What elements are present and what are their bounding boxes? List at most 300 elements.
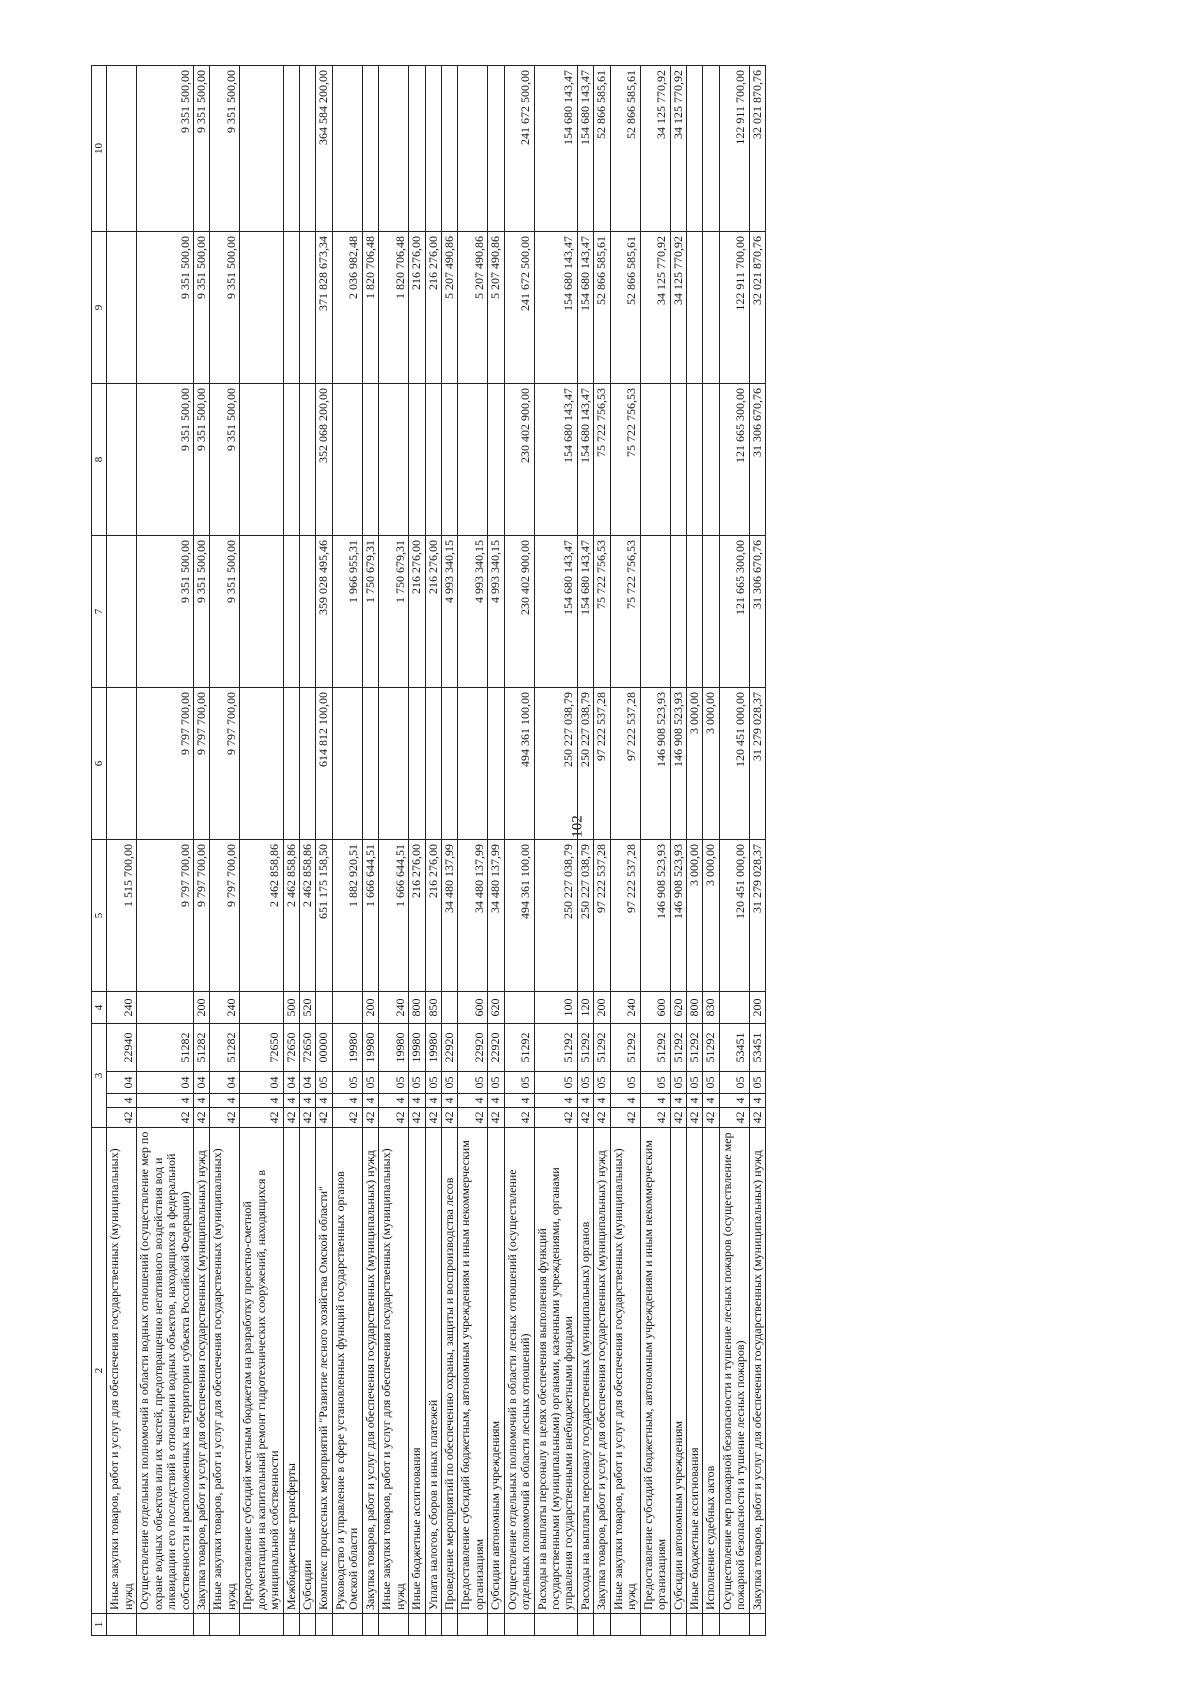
code-part-3: 04 <box>137 1072 194 1094</box>
code-part-1: 42 <box>283 1108 299 1128</box>
row-name: Субсидии автономным учреждениям <box>488 1128 504 1614</box>
code-part-4: 72650 <box>283 1024 299 1072</box>
code-part-2: 4 <box>670 1094 686 1108</box>
amount-col-7: 1 966 955,31 <box>332 536 362 688</box>
amount-col-8: 154 680 143,47 <box>577 384 593 536</box>
expense-type-code: 850 <box>425 992 441 1024</box>
amount-col-8: 9 351 500,00 <box>137 384 194 536</box>
amount-col-5: 2 462 858,86 <box>283 840 299 992</box>
amount-col-7 <box>703 536 719 688</box>
amount-col-10 <box>686 66 702 232</box>
amount-col-8 <box>703 384 719 536</box>
amount-col-6: 3 000,00 <box>703 688 719 840</box>
first-cell <box>703 1614 719 1636</box>
amount-col-6 <box>379 688 409 840</box>
code-part-2: 4 <box>703 1094 719 1108</box>
code-part-4: 51292 <box>670 1024 686 1072</box>
code-part-1: 42 <box>240 1108 283 1128</box>
amount-col-5: 494 361 100,00 <box>504 840 534 992</box>
header-col-9: 9 <box>92 232 107 384</box>
amount-col-10 <box>300 66 316 232</box>
code-part-4: 51292 <box>686 1024 702 1072</box>
code-part-2: 4 <box>210 1094 240 1108</box>
expense-type-code: 620 <box>488 992 504 1024</box>
amount-col-9: 52 866 585,61 <box>610 232 640 384</box>
expense-type-code: 500 <box>283 992 299 1024</box>
first-cell <box>640 1614 670 1636</box>
amount-col-9 <box>107 232 137 384</box>
header-col-7: 7 <box>92 536 107 688</box>
amount-col-7: 216 276,00 <box>425 536 441 688</box>
row-name: Расходы на выплаты персоналу государственных (муниципальных) органов <box>577 1128 593 1614</box>
amount-col-10: 241 672 500,00 <box>504 66 534 232</box>
code-part-3: 05 <box>316 1072 332 1094</box>
amount-col-7 <box>670 536 686 688</box>
code-part-4: 53451 <box>749 1024 765 1072</box>
amount-col-9: 1 820 706,48 <box>362 232 378 384</box>
code-part-4: 72650 <box>240 1024 283 1072</box>
header-col-10: 10 <box>92 66 107 232</box>
code-part-2: 4 <box>362 1094 378 1108</box>
amount-col-8 <box>670 384 686 536</box>
expense-type-code <box>441 992 457 1024</box>
first-cell <box>107 1614 137 1636</box>
code-part-3: 05 <box>332 1072 362 1094</box>
code-part-1: 42 <box>534 1108 577 1128</box>
table-row <box>504 66 534 1636</box>
code-part-4: 51292 <box>594 1024 610 1072</box>
amount-col-7: 4 993 340,15 <box>441 536 457 688</box>
amount-col-8 <box>686 384 702 536</box>
code-part-1: 42 <box>640 1108 670 1128</box>
table-row <box>441 66 457 1636</box>
amount-col-6: 494 361 100,00 <box>504 688 534 840</box>
amount-col-6 <box>425 688 441 840</box>
amount-col-10 <box>362 66 378 232</box>
expense-type-code <box>240 992 283 1024</box>
amount-col-5: 9 797 700,00 <box>210 840 240 992</box>
code-part-2: 4 <box>193 1094 209 1108</box>
code-part-3: 05 <box>425 1072 441 1094</box>
code-part-1: 42 <box>577 1108 593 1128</box>
amount-col-9 <box>686 232 702 384</box>
amount-col-10: 364 584 200,00 <box>316 66 332 232</box>
amount-col-6: 250 227 038,79 <box>534 688 577 840</box>
expense-type-code: 200 <box>594 992 610 1024</box>
table-row <box>332 66 362 1636</box>
expense-type-code <box>504 992 534 1024</box>
budget-table <box>91 65 766 1636</box>
row-name: Межбюджетные трансферты <box>283 1128 299 1614</box>
table-row <box>610 66 640 1636</box>
code-part-2: 4 <box>749 1094 765 1108</box>
code-part-4: 51292 <box>504 1024 534 1072</box>
row-name: Субсидии <box>300 1128 316 1614</box>
header-col-3: 3 <box>92 1024 107 1128</box>
row-name: Осуществление мер пожарной безопасности и тушение лесных пожаров (осуществление мер пожарной безопасности и тушение лесных пожаров) <box>719 1128 749 1614</box>
amount-col-7: 4 993 340,15 <box>458 536 488 688</box>
code-part-2: 4 <box>504 1094 534 1108</box>
code-part-4: 22920 <box>488 1024 504 1072</box>
table-row <box>670 66 686 1636</box>
code-part-3: 04 <box>240 1072 283 1094</box>
amount-col-9: 9 351 500,00 <box>193 232 209 384</box>
amount-col-5: 3 000,00 <box>686 840 702 992</box>
amount-col-6 <box>283 688 299 840</box>
amount-col-5: 1 666 644,51 <box>362 840 378 992</box>
code-part-3: 05 <box>703 1072 719 1094</box>
amount-col-5: 1 515 700,00 <box>107 840 137 992</box>
code-part-2: 4 <box>577 1094 593 1108</box>
expense-type-code <box>719 992 749 1024</box>
row-name: Уплата налогов, сборов и иных платежей <box>425 1128 441 1614</box>
amount-col-7: 359 028 495,46 <box>316 536 332 688</box>
code-part-4: 00000 <box>316 1024 332 1072</box>
code-part-1: 42 <box>107 1108 137 1128</box>
amount-col-10: 34 125 770,92 <box>640 66 670 232</box>
expense-type-code: 240 <box>107 992 137 1024</box>
amount-col-6: 97 222 537,28 <box>594 688 610 840</box>
amount-col-10 <box>458 66 488 232</box>
amount-col-5: 2 462 858,86 <box>240 840 283 992</box>
amount-col-9 <box>283 232 299 384</box>
amount-col-5: 250 227 038,79 <box>577 840 593 992</box>
code-part-2: 4 <box>332 1094 362 1108</box>
code-part-3: 05 <box>362 1072 378 1094</box>
amount-col-7: 75 722 756,53 <box>610 536 640 688</box>
first-cell <box>610 1614 640 1636</box>
amount-col-8 <box>283 384 299 536</box>
amount-col-9 <box>300 232 316 384</box>
table-row <box>193 66 209 1636</box>
row-name: Иные бюджетные ассигнования <box>686 1128 702 1614</box>
table-row <box>577 66 593 1636</box>
code-part-1: 42 <box>610 1108 640 1128</box>
first-cell <box>193 1614 209 1636</box>
row-name: Иные закупки товаров, работ и услуг для обеспечения государственных (муниципальных) нужд <box>379 1128 409 1614</box>
expense-type-code: 240 <box>379 992 409 1024</box>
code-part-3: 05 <box>594 1072 610 1094</box>
amount-col-6 <box>300 688 316 840</box>
table-row <box>640 66 670 1636</box>
expense-type-code: 100 <box>534 992 577 1024</box>
code-part-3: 05 <box>670 1072 686 1094</box>
amount-col-5: 97 222 537,28 <box>610 840 640 992</box>
code-part-2: 4 <box>594 1094 610 1108</box>
first-cell <box>283 1614 299 1636</box>
amount-col-7: 4 993 340,15 <box>488 536 504 688</box>
amount-col-10: 32 021 870,76 <box>749 66 765 232</box>
row-name: Предоставление субсидий местным бюджетам на разработку проектно-сметной документации на капитальный ремонт гидротехнических сооружений, находящихся в муниципальной собственности <box>240 1128 283 1614</box>
code-part-1: 42 <box>686 1108 702 1128</box>
first-cell <box>670 1614 686 1636</box>
amount-col-8 <box>379 384 409 536</box>
code-part-2: 4 <box>300 1094 316 1108</box>
row-name: Иные бюджетные ассигнования <box>409 1128 425 1614</box>
amount-col-5: 34 480 137,99 <box>441 840 457 992</box>
amount-col-6: 31 279 028,37 <box>749 688 765 840</box>
expense-type-code: 620 <box>670 992 686 1024</box>
code-part-2: 4 <box>441 1094 457 1108</box>
expense-type-code: 240 <box>610 992 640 1024</box>
expense-type-code: 520 <box>300 992 316 1024</box>
code-part-4: 19980 <box>409 1024 425 1072</box>
amount-col-6: 146 908 523,93 <box>670 688 686 840</box>
code-part-3: 04 <box>300 1072 316 1094</box>
code-part-2: 4 <box>240 1094 283 1108</box>
amount-col-7: 216 276,00 <box>409 536 425 688</box>
code-part-2: 4 <box>283 1094 299 1108</box>
amount-col-9: 2 036 982,48 <box>332 232 362 384</box>
amount-col-7: 230 402 900,00 <box>504 536 534 688</box>
amount-col-9: 5 207 490,86 <box>441 232 457 384</box>
row-name: Расходы на выплаты персоналу в целях обеспечения выполнения функций государственными (муниципальными) органами, казенными учреждениями, органами управления государственными внебюджетными фондами <box>534 1128 577 1614</box>
amount-col-8: 31 306 670,76 <box>749 384 765 536</box>
code-part-4: 19980 <box>379 1024 409 1072</box>
code-part-2: 4 <box>379 1094 409 1108</box>
first-cell <box>719 1614 749 1636</box>
row-name: Проведение мероприятий по обеспечению охраны, защиты и воспроизводства лесов <box>441 1128 457 1614</box>
header-col-1: 1 <box>92 1614 107 1636</box>
table-row <box>362 66 378 1636</box>
table-row <box>107 66 137 1636</box>
row-name: Закупка товаров, работ и услуг для обеспечения государственных (муниципальных) нужд <box>749 1128 765 1614</box>
row-name: Осуществление отдельных полномочий в области водных отношений (осуществление мер по охране водных объектов или их частей, предотвращению негативного воздействия вод и ликвидации его последствий в отношении водных объектов, находящихся в федеральной собственности и расположенных на территории субъекта Российской Федерации) <box>137 1128 194 1614</box>
row-name: Субсидии автономным учреждениям <box>670 1128 686 1614</box>
code-part-1: 42 <box>379 1108 409 1128</box>
amount-col-9: 241 672 500,00 <box>504 232 534 384</box>
amount-col-10 <box>379 66 409 232</box>
amount-col-8 <box>488 384 504 536</box>
amount-col-6 <box>107 688 137 840</box>
code-part-1: 42 <box>719 1108 749 1128</box>
table-row <box>425 66 441 1636</box>
table-row <box>300 66 316 1636</box>
amount-col-10 <box>441 66 457 232</box>
amount-col-5: 146 908 523,93 <box>640 840 670 992</box>
amount-col-8: 75 722 756,53 <box>610 384 640 536</box>
row-name: Комплекс процессных мероприятий "Развитие лесного хозяйства Омской области" <box>316 1128 332 1614</box>
amount-col-10 <box>409 66 425 232</box>
amount-col-8: 352 068 200,00 <box>316 384 332 536</box>
first-cell <box>379 1614 409 1636</box>
code-part-3: 04 <box>193 1072 209 1094</box>
amount-col-7: 1 750 679,31 <box>362 536 378 688</box>
row-name: Иные закупки товаров, работ и услуг для обеспечения государственных (муниципальных) нужд <box>107 1128 137 1614</box>
amount-col-6: 9 797 700,00 <box>193 688 209 840</box>
amount-col-9: 122 911 700,00 <box>719 232 749 384</box>
row-name: Предоставление субсидий бюджетным, автономным учреждениям и иным некоммерческим организациям <box>640 1128 670 1614</box>
code-part-2: 4 <box>425 1094 441 1108</box>
amount-col-9: 1 820 706,48 <box>379 232 409 384</box>
code-part-4: 22920 <box>441 1024 457 1072</box>
amount-col-10 <box>107 66 137 232</box>
code-part-1: 42 <box>488 1108 504 1128</box>
amount-col-6: 250 227 038,79 <box>577 688 593 840</box>
row-name: Предоставление субсидий бюджетным, автономным учреждениям и иным некоммерческим организациям <box>458 1128 488 1614</box>
amount-col-8 <box>107 384 137 536</box>
amount-col-9 <box>240 232 283 384</box>
amount-col-7: 154 680 143,47 <box>577 536 593 688</box>
first-cell <box>409 1614 425 1636</box>
code-part-4: 51292 <box>703 1024 719 1072</box>
code-part-4: 19980 <box>332 1024 362 1072</box>
code-part-2: 4 <box>316 1094 332 1108</box>
amount-col-6 <box>362 688 378 840</box>
code-part-2: 4 <box>409 1094 425 1108</box>
amount-col-5: 34 480 137,99 <box>458 840 488 992</box>
expense-type-code: 800 <box>686 992 702 1024</box>
budget-table-container <box>91 70 1109 1636</box>
table-row <box>283 66 299 1636</box>
code-part-4: 51292 <box>577 1024 593 1072</box>
amount-col-5: 1 882 920,51 <box>332 840 362 992</box>
amount-col-6 <box>458 688 488 840</box>
amount-col-7: 9 351 500,00 <box>210 536 240 688</box>
amount-col-9: 154 680 143,47 <box>577 232 593 384</box>
row-name: Закупка товаров, работ и услуг для обеспечения государственных (муниципальных) нужд <box>594 1128 610 1614</box>
code-part-1: 42 <box>458 1108 488 1128</box>
code-part-1: 42 <box>594 1108 610 1128</box>
first-cell <box>458 1614 488 1636</box>
code-part-4: 72650 <box>300 1024 316 1072</box>
amount-col-10 <box>488 66 504 232</box>
code-part-2: 4 <box>458 1094 488 1108</box>
header-col-2: 2 <box>92 1128 107 1614</box>
amount-col-8 <box>409 384 425 536</box>
code-part-4: 51282 <box>137 1024 194 1072</box>
amount-col-9: 52 866 585,61 <box>594 232 610 384</box>
table-row <box>240 66 283 1636</box>
amount-col-5: 146 908 523,93 <box>670 840 686 992</box>
amount-col-5: 97 222 537,28 <box>594 840 610 992</box>
amount-col-5: 3 000,00 <box>703 840 719 992</box>
expense-type-code: 200 <box>749 992 765 1024</box>
amount-col-8 <box>640 384 670 536</box>
amount-col-10: 9 351 500,00 <box>137 66 194 232</box>
code-part-2: 4 <box>137 1094 194 1108</box>
amount-col-6: 97 222 537,28 <box>610 688 640 840</box>
row-name: Иные закупки товаров, работ и услуг для обеспечения государственных (муниципальных) нужд <box>610 1128 640 1614</box>
amount-col-8 <box>240 384 283 536</box>
amount-col-6 <box>409 688 425 840</box>
header-col-8: 8 <box>92 384 107 536</box>
amount-col-5: 2 462 858,86 <box>300 840 316 992</box>
code-part-1: 42 <box>316 1108 332 1128</box>
amount-col-5: 216 276,00 <box>425 840 441 992</box>
first-cell <box>362 1614 378 1636</box>
amount-col-5: 9 797 700,00 <box>193 840 209 992</box>
code-part-1: 42 <box>670 1108 686 1128</box>
expense-type-code: 600 <box>458 992 488 1024</box>
amount-col-9: 34 125 770,92 <box>670 232 686 384</box>
amount-col-5: 34 480 137,99 <box>488 840 504 992</box>
code-part-1: 42 <box>504 1108 534 1128</box>
expense-type-code: 200 <box>193 992 209 1024</box>
amount-col-10: 34 125 770,92 <box>670 66 686 232</box>
amount-col-5: 9 797 700,00 <box>137 840 194 992</box>
amount-col-9: 5 207 490,86 <box>488 232 504 384</box>
expense-type-code <box>316 992 332 1024</box>
amount-col-7: 9 351 500,00 <box>137 536 194 688</box>
code-part-3: 05 <box>504 1072 534 1094</box>
amount-col-6: 9 797 700,00 <box>137 688 194 840</box>
first-cell <box>749 1614 765 1636</box>
row-name: Руководство и управление в сфере установленных функций государственных органов Омской области <box>332 1128 362 1614</box>
first-cell <box>594 1614 610 1636</box>
amount-col-7: 75 722 756,53 <box>594 536 610 688</box>
amount-col-8: 9 351 500,00 <box>193 384 209 536</box>
amount-col-7: 9 351 500,00 <box>193 536 209 688</box>
table-body <box>107 66 766 1636</box>
first-cell <box>686 1614 702 1636</box>
amount-col-10 <box>703 66 719 232</box>
first-cell <box>137 1614 194 1636</box>
amount-col-9: 34 125 770,92 <box>640 232 670 384</box>
first-cell <box>316 1614 332 1636</box>
amount-col-6 <box>240 688 283 840</box>
code-part-4: 51292 <box>640 1024 670 1072</box>
amount-col-5: 216 276,00 <box>409 840 425 992</box>
code-part-4: 19980 <box>362 1024 378 1072</box>
amount-col-7 <box>686 536 702 688</box>
code-part-3: 05 <box>686 1072 702 1094</box>
expense-type-code: 200 <box>362 992 378 1024</box>
code-part-4: 51292 <box>534 1024 577 1072</box>
code-part-1: 42 <box>210 1108 240 1128</box>
code-part-3: 05 <box>488 1072 504 1094</box>
code-part-3: 05 <box>458 1072 488 1094</box>
amount-col-6: 146 908 523,93 <box>640 688 670 840</box>
code-part-3: 05 <box>640 1072 670 1094</box>
header-col-6: 6 <box>92 688 107 840</box>
amount-col-10: 9 351 500,00 <box>210 66 240 232</box>
row-name: Иные закупки товаров, работ и услуг для обеспечения государственных (муниципальных) нужд <box>210 1128 240 1614</box>
first-cell <box>210 1614 240 1636</box>
code-part-3: 05 <box>610 1072 640 1094</box>
amount-col-9: 154 680 143,47 <box>534 232 577 384</box>
code-part-2: 4 <box>719 1094 749 1108</box>
table-row <box>703 66 719 1636</box>
amount-col-7: 121 665 300,00 <box>719 536 749 688</box>
amount-col-10 <box>240 66 283 232</box>
code-part-1: 42 <box>409 1108 425 1128</box>
table-row <box>137 66 194 1636</box>
amount-col-7 <box>300 536 316 688</box>
code-part-3: 04 <box>283 1072 299 1094</box>
amount-col-8: 154 680 143,47 <box>534 384 577 536</box>
code-part-3: 05 <box>719 1072 749 1094</box>
amount-col-8 <box>441 384 457 536</box>
row-name: Закупка товаров, работ и услуг для обеспечения государственных (муниципальных) нужд <box>362 1128 378 1614</box>
expense-type-code: 800 <box>409 992 425 1024</box>
header-col-5: 5 <box>92 840 107 992</box>
first-cell <box>332 1614 362 1636</box>
amount-col-9: 9 351 500,00 <box>210 232 240 384</box>
first-cell <box>300 1614 316 1636</box>
code-part-1: 42 <box>137 1108 194 1128</box>
code-part-1: 42 <box>703 1108 719 1128</box>
amount-col-5: 1 666 644,51 <box>379 840 409 992</box>
first-cell <box>425 1614 441 1636</box>
amount-col-7: 1 750 679,31 <box>379 536 409 688</box>
table-row <box>719 66 749 1636</box>
amount-col-6 <box>441 688 457 840</box>
amount-col-6 <box>332 688 362 840</box>
row-name: Закупка товаров, работ и услуг для обеспечения государственных (муниципальных) нужд <box>193 1128 209 1614</box>
amount-col-7 <box>283 536 299 688</box>
code-part-2: 4 <box>534 1094 577 1108</box>
